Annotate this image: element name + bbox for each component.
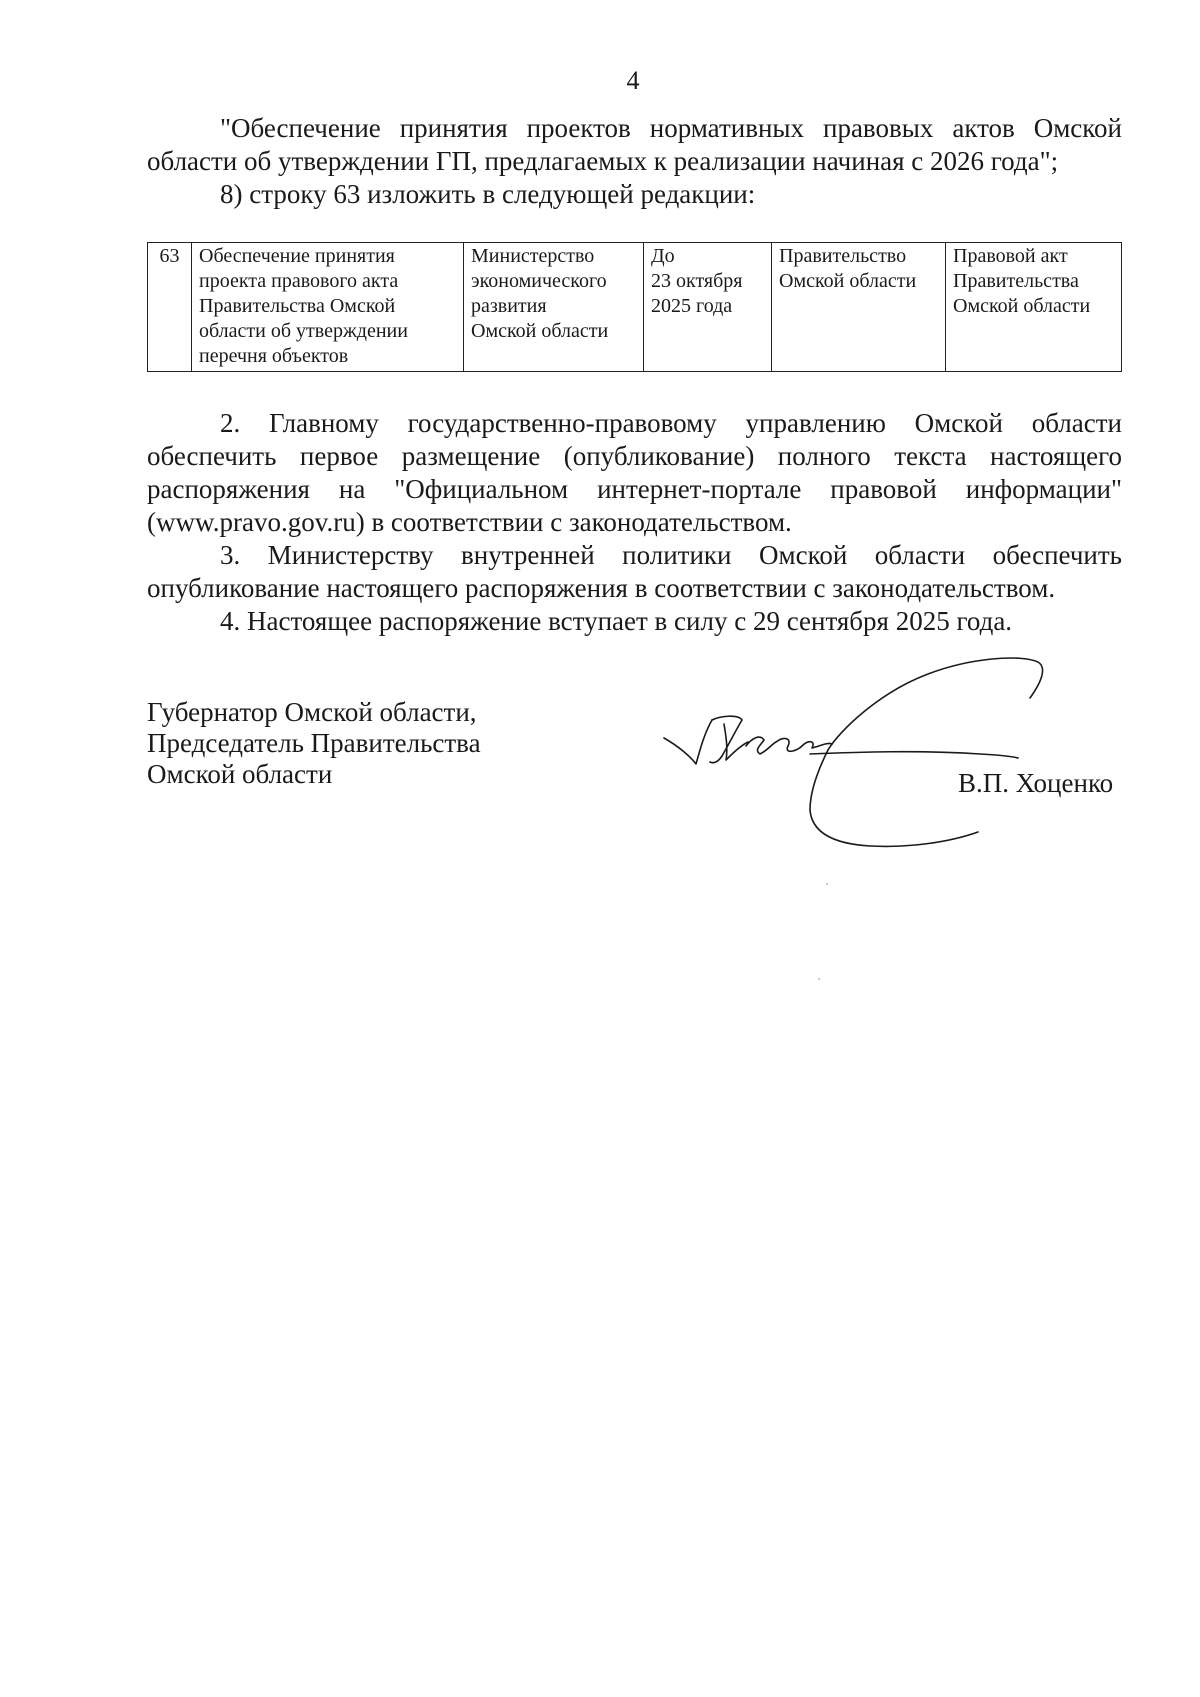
item-2-line-3: распоряжения на "Официальном интернет-портале правовой информации": [147, 474, 1122, 504]
intro-line-2: области об утверждении ГП, предлагаемых к реализации начиная с 2026 года";: [147, 146, 1059, 176]
task-line: Обеспечение принятия: [199, 245, 395, 267]
scan-speck: [826, 883, 828, 885]
row-number: 63: [159, 245, 180, 267]
task-line: Правительства Омской: [199, 295, 396, 317]
intro-line-1: "Обеспечение принятия проектов нормативных правовых актов Омской: [220, 113, 1122, 143]
intro-paragraph: [147, 112, 1122, 211]
responsible-line: экономического: [471, 270, 607, 292]
position-line: Омской области: [147, 759, 333, 789]
intro-line-3: 8) строку 63 изложить в следующей редакции:: [220, 179, 756, 209]
approver-line: Правительство: [779, 245, 907, 267]
table-row: [148, 243, 1122, 372]
responsible-cell: [464, 243, 644, 372]
page-number: 4: [626, 66, 640, 95]
deadline-cell: [644, 243, 772, 372]
signatory-position: [147, 697, 481, 790]
result-line: Омской области: [953, 295, 1091, 317]
item-3-paragraph: [147, 539, 1122, 605]
position-line: Председатель Правительства: [147, 728, 481, 758]
item-3-line-1: 3. Министерству внутренней политики Омской области обеспечить: [220, 540, 1122, 570]
result-cell: [946, 243, 1122, 372]
approver-cell: [772, 243, 946, 372]
responsible-line: Министерство: [471, 245, 595, 267]
item-3-line-2: опубликование настоящего распоряжения в соответствии с законодательством.: [147, 573, 1056, 603]
handwritten-signature: [660, 650, 1090, 860]
scan-speck: [818, 978, 820, 980]
item-4-line-1: 4. Настоящее распоряжение вступает в силу с 29 сентября 2025 года.: [220, 606, 1013, 636]
deadline-line: 2025 года: [651, 295, 733, 317]
item-2-line-2: обеспечить первое размещение (опубликование) полного текста настоящего: [147, 441, 1122, 471]
task-line: перечня объектов: [199, 345, 349, 367]
task-line: области об утверждении: [199, 320, 408, 342]
position-line: Губернатор Омской области,: [147, 697, 477, 727]
task-cell: [192, 243, 464, 372]
result-line: Правовой акт: [953, 245, 1068, 267]
item-2-line-4: (www.pravo.gov.ru) в соответствии с законодательством.: [147, 507, 792, 537]
item-2-line-1: 2. Главному государственно-правовому управлению Омской области: [220, 408, 1122, 438]
item-4-paragraph: [147, 605, 1122, 638]
result-line: Правительства: [953, 270, 1079, 292]
amendment-table: [147, 242, 1122, 372]
approver-line: Омской области: [779, 270, 917, 292]
deadline-line: 23 октября: [651, 270, 743, 292]
item-2-paragraph: [147, 407, 1122, 539]
deadline-line: До: [651, 245, 675, 267]
task-line: проекта правового акта: [199, 270, 399, 292]
row-number-cell: [148, 243, 192, 372]
responsible-line: развития: [471, 295, 547, 317]
signatory-name: В.П. Хоценко: [958, 768, 1114, 798]
responsible-line: Омской области: [471, 320, 609, 342]
